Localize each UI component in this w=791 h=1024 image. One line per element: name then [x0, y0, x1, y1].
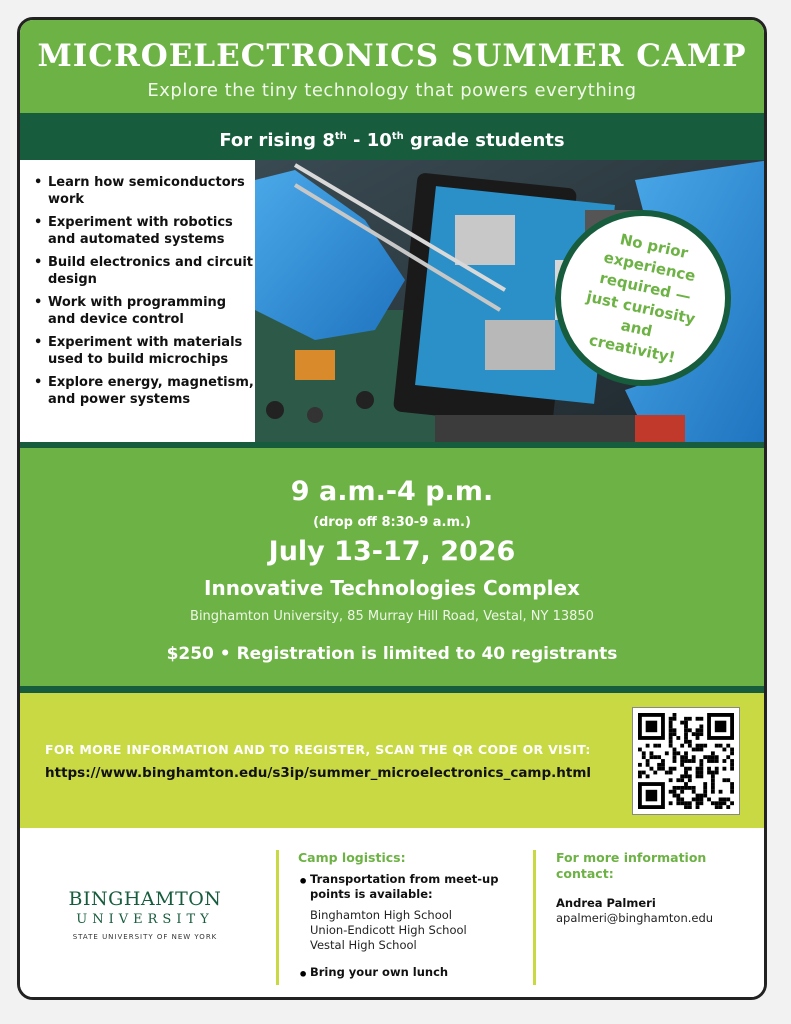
registration-info: [20, 693, 764, 828]
divider: [20, 686, 764, 693]
dropoff-time: (drop off 8:30-9 a.m.): [313, 515, 471, 530]
header-banner: [20, 20, 764, 113]
flyer: [17, 17, 767, 1000]
transport-note: Transportation from meet-up points is available:: [310, 872, 499, 901]
registration-link[interactable]: https://www.binghamton.edu/s3ip/summer_microelectronics_camp.html: [45, 765, 592, 781]
event-time: 9 a.m.-4 p.m.: [290, 476, 494, 507]
event-price: $250 • Registration is limited to 40 registrants: [166, 644, 618, 664]
feature-item: • Learn how semiconductors work: [48, 174, 255, 208]
grade-banner: For rising 8th - 10th grade students: [20, 113, 764, 160]
logistics-heading: Camp logistics:: [298, 850, 406, 865]
school-item: Vestal High School: [310, 938, 417, 952]
qr-code[interactable]: [632, 707, 740, 815]
event-address: Binghamton University, 85 Murray Hill Road, Vestal, NY 13850: [190, 609, 594, 624]
experience-badge: No prior experience required — just curiosity and creativity!: [555, 210, 731, 386]
feature-list: [20, 160, 255, 442]
feature-item: • Explore energy, magnetism, and power systems: [48, 374, 255, 408]
feature-item: • Build electronics and circuit design: [48, 254, 255, 288]
feature-item: • Work with programming and device control: [48, 294, 255, 328]
features-section: [20, 160, 764, 442]
contact-email[interactable]: apalmeri@binghamton.edu: [556, 911, 714, 925]
event-details: [20, 448, 764, 686]
school-item: Union-Endicott High School: [310, 923, 467, 937]
lunch-note: Bring your own lunch: [310, 965, 449, 979]
registration-title: FOR MORE INFORMATION AND TO REGISTER, SCAN THE QR CODE OR VISIT:: [45, 742, 591, 757]
school-item: Binghamton High School: [310, 908, 452, 922]
feature-item: • Experiment with robotics and automated systems: [48, 214, 255, 248]
contact-heading: For more information contact:: [556, 850, 707, 881]
footer: [20, 828, 764, 1000]
event-date: July 13-17, 2026: [268, 536, 516, 567]
logistics-column: Camp logistics: • Transportation from meet-up points is available: Binghamton High School Union-Endicott High School Vestal High School • Bring your own lunch: [298, 850, 518, 980]
event-venue: Innovative Technologies Complex: [204, 576, 580, 600]
feature-item: • Experiment with materials used to build microchips: [48, 334, 255, 368]
divider: [276, 850, 279, 985]
divider: [533, 850, 536, 985]
contact-name: Andrea Palmeri: [556, 896, 656, 910]
page-title: MICROELECTRONICS SUMMER CAMP: [37, 38, 747, 74]
university-logo: BINGHAMTON UNIVERSITY STATE UNIVERSITY OF NEW YORK: [68, 888, 222, 941]
contact-column: [556, 850, 746, 926]
page-subtitle: Explore the tiny technology that powers everything: [147, 80, 637, 101]
